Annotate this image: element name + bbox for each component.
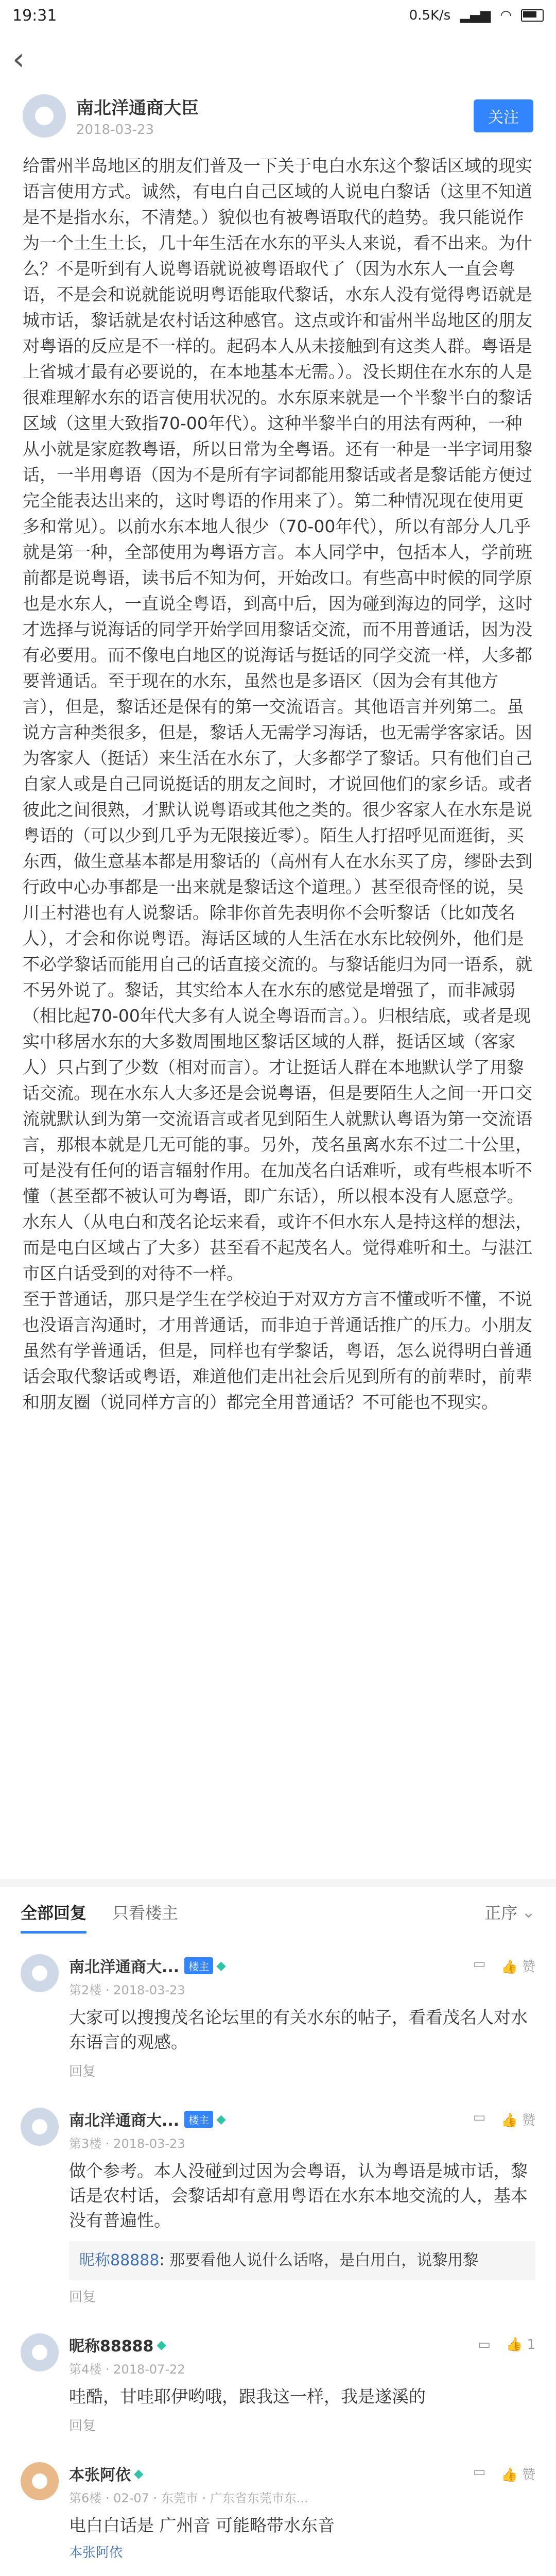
post-content <box>0 153 556 1415</box>
battery-icon <box>521 9 544 22</box>
sub-reply-author[interactable]: 本张阿依 <box>69 2545 123 2561</box>
wifi-icon: ◠ <box>500 8 512 23</box>
status-icons <box>409 8 544 23</box>
reply-text: 做个参考。本人没碰到过因为会粤语，认为粤语是城市话，黎话是农村话，会黎话却有意用粤语在水东本地交流的人，基本没有普遍性。 <box>69 2161 528 2230</box>
reply-location: 东莞市 · 广东省东莞市东... <box>161 2491 308 2505</box>
reply-item <box>0 1937 556 2090</box>
like-count: 赞 <box>522 1959 535 1975</box>
reply-date: 2018-03-23 <box>113 2137 185 2151</box>
status-time: 19:31 <box>12 6 57 25</box>
avatar[interactable] <box>21 1954 59 1992</box>
thumb-icon: 👍 <box>501 1959 518 1975</box>
post-date: 2018-03-23 <box>76 122 154 138</box>
reply-button[interactable]: 回复 <box>69 2064 96 2079</box>
comment-icon[interactable]: ▭ <box>473 1956 486 1972</box>
tab-all-replies[interactable]: 全部回复 <box>21 1900 86 1934</box>
network-speed: 0.5K/s <box>409 8 451 23</box>
reply-item <box>0 2445 556 2571</box>
floor-number: 第2楼 <box>69 1983 102 1997</box>
follow-button[interactable]: 关注 <box>474 99 533 132</box>
reply-header <box>69 2462 535 2485</box>
sub-reply-author[interactable]: 昵称88888 <box>79 2251 160 2269</box>
reply-actions <box>478 2337 535 2352</box>
reply-button[interactable]: 回复 <box>69 2290 96 2305</box>
floor-number: 第6楼 <box>69 2491 102 2505</box>
signal-icon: ▂▄▆ <box>460 8 491 23</box>
sub-reply[interactable]: 昵称88888: 那要看他人说什么话咯，是白用白，说黎用黎 <box>69 2241 535 2280</box>
avatar[interactable] <box>21 2333 59 2371</box>
op-badge: 楼主 <box>184 1957 213 1974</box>
back-icon[interactable]: ‹ <box>12 41 25 77</box>
floor-number: 第4楼 <box>69 2362 102 2377</box>
reply-actions <box>473 2464 535 2483</box>
like-button[interactable] <box>501 1956 535 1975</box>
avatar[interactable] <box>21 2108 59 2146</box>
thumb-icon: 👍 <box>506 2337 523 2352</box>
reply-text: 哇酷，甘哇耶伊哟哦，跟我这一样，我是遂溪的 <box>69 2386 426 2406</box>
like-button[interactable] <box>506 2337 535 2352</box>
reply-body <box>69 1954 535 2080</box>
reply-button[interactable]: 回复 <box>69 2418 96 2434</box>
reply-actions <box>473 1956 535 1975</box>
nav-bar <box>0 31 556 88</box>
chevron-down-icon[interactable]: ⌄ <box>522 1902 535 1922</box>
reply-author[interactable]: 昵称88888 <box>69 2337 154 2355</box>
reply-actions <box>473 2110 535 2129</box>
reply-header <box>69 2108 535 2130</box>
reply-body <box>69 2333 535 2434</box>
reply-body <box>69 2462 535 2561</box>
reply-date: 2018-03-23 <box>113 1983 185 1997</box>
avatar[interactable] <box>23 94 66 138</box>
post-paragraph: 至于普通话，那只是学生在学校迫于对双方方言不懂或听不懂，不说也没语言沟通时，才用普通话，而非迫于普通话推广的压力。小朋友虽然有学普通话，但是，同样也有学黎话，粤语，怎么说得明白普通话会取代黎话或粤语，难道他们走出社会后见到所有的前辈时，前辈和朋友圈（说同样方言的）都完全用普通话？不可能也不现实。 <box>23 1289 532 1412</box>
comment-icon[interactable]: ▭ <box>473 2464 486 2480</box>
level-icon: ◆ <box>216 2112 226 2126</box>
post-paragraph: 给雷州半岛地区的朋友们普及一下关于电白水东这个黎话区域的现实语言使用方式。诚然，有电白自己区域的人说电白黎话（这里不知道是不是指水东，不清楚。）貌似也有被粤语取代的趋势。我只能说作为一个土生土长，几十年生活在水东的平头人来说，看不出来。为什么？不是听到有人说粤语就说被粤语取代了（因为水东人一直会粤语，不是会和说就能说明粤语能取代黎话，水东人没有觉得粤语就是城市话，黎话就是农村话这种感官。这点或许和雷州半岛地区的朋友对粤语的反应是不一样的。起码本人从未接触到有这类人群。粤语是上省城才最有必要说的，在本地基本无需。）。没长期住在水东的人是很难理解水东的语言使用状况的。水东原来就是一个半黎半白的黎话区域（这里大致指70-00年代）。这种半黎半白的用法有两种，一种从小就是家庭教粤语，所以日常为全粤语。还有一种是一半字词用黎话，一半用粤语（因为不是所有字词都能用黎话或者是黎话能方便过完全能表达出来的，这时粤语的作用来了）。第二种情况现在使用更多和常见）。以前水东本地人很少（70-00年代），所以有部分人几乎就是第一种，全部使用为粤语方言。本人同学中，包括本人，学前班前都是说粤语，读书后不知为何，开始改口。有些高中时候的同学原也是水东人，一直说全粤语，到高中后，因为碰到海边的同学，这时才选择与说海话的同学开始学回用黎话交流，而不用普通话，因为没有必要用。而不像电白地区的说海话与挺话的同学交流一样，大多都要普通话。至于现在的水东，虽然也是多语区（因为会有其他方言），但是，黎话还是保有的第一交流语言。其他语言并列第二。虽说方言种类很多，但是，黎话人无需学习海话，也无需学客家话。因为客家人（挺话）来生活在水东了，大多都学了黎话。只有他们自己自家人或是自己同说挺话的朋友之间时，才说回他们的家乡话。或者彼此之间很熟，才默认说粤语或其他之类的。很少客家人在水东是说粤语的（可以少到几乎为无限接近零）。陌生人打招呼见面逛街，买东西，做生意基本都是用黎话的（高州有人在水东买了房，缪卧去到行政中心办事都是一出来就是黎话这个道理。）甚至很奇怪的说，吴川王村港也有人说黎话。除非你首先表明你不会听黎话（比如茂名人），才会和你说粤语。海话区域的人生活在水东比较例外，他们是不必学黎话而能用自己的话直接交流的。与黎话能归为同一语系，就不另外说了。黎话，其实给本人在水东的感觉是增强了，而非减弱（相比起70-00年代大多有人说全粤语而言。）。归根结底，或者是现实中移居水东的大多数周围地区黎话区域的人群，挺话区域（客家人）只占到了少数（相对而言）。才让挺话人群在本地默认学了用黎话交流。现在水东人大多还是会说粤语，但是要陌生人之间一开口交流就默认到为第一交流语言或者见到陌生人就默认粤语为第一交流语言，那根本就是几无可能的事。另外，茂名虽离水东不过二十公里，可是没有任何的语言辐射作用。在加茂名白话难听，或有些根本听不懂（甚至都不被认可为粤语，即广东话），所以根本没有人愿意学。水东人（从电白和茂名论坛来看，或许不但水东人是持这样的想法，而是电白区域占了大多）甚至看不起茂名人。觉得难听和土。与湛江市区白话受到的对待不一样。 <box>23 156 532 1283</box>
avatar[interactable] <box>21 2462 59 2500</box>
author-info <box>76 94 474 138</box>
level-icon: ◆ <box>157 2337 166 2352</box>
like-button[interactable] <box>501 2464 535 2483</box>
thumb-icon: 👍 <box>501 2467 518 2483</box>
sub-reply-text: 那要看他人说什么话咯，是白用白，说黎用黎 <box>169 2251 479 2269</box>
reply-author[interactable]: 南北洋通商大... <box>69 2112 180 2130</box>
comment-icon[interactable]: ▭ <box>473 2109 486 2125</box>
reply-header <box>69 1954 535 1977</box>
sort-button[interactable]: 正序 <box>484 1903 518 1923</box>
reply-item <box>0 2090 556 2316</box>
reply-tabs <box>0 1879 556 1937</box>
reply-meta: 第4楼 · 2018-07-22 <box>69 2362 185 2377</box>
like-button[interactable] <box>501 2110 535 2129</box>
blank-space <box>0 1415 556 1879</box>
status-bar <box>0 0 556 31</box>
reply-text: 大家可以搜搜茂名论坛里的有关水东的帖子，看看茂名人对水东语言的观感。 <box>69 2007 528 2052</box>
reply-date: 2018-07-22 <box>113 2362 185 2377</box>
level-icon: ◆ <box>134 2466 144 2481</box>
reply-item <box>0 2316 556 2445</box>
like-count: 1 <box>527 2337 535 2352</box>
floor-number: 第3楼 <box>69 2137 102 2151</box>
thumb-icon: 👍 <box>501 2112 518 2128</box>
reply-meta: 第6楼 · 02-07 · 东莞市 · 广东省东莞市东... <box>69 2491 308 2505</box>
post-header <box>0 88 556 153</box>
reply-date: 02-07 <box>113 2491 149 2505</box>
tab-op-only[interactable]: 只看楼主 <box>112 1903 179 1923</box>
reply-meta: 第2楼 · 2018-03-23 <box>69 1983 185 1997</box>
reply-author[interactable]: 南北洋通商大... <box>69 1958 180 1976</box>
like-count: 赞 <box>522 2112 535 2128</box>
reply-meta: 第3楼 · 2018-03-23 <box>69 2137 185 2151</box>
level-icon: ◆ <box>216 1958 226 1973</box>
author-name[interactable]: 南北洋通商大臣 <box>76 98 199 118</box>
op-badge: 楼主 <box>184 2111 213 2128</box>
reply-body <box>69 2108 535 2306</box>
like-count: 赞 <box>522 2467 535 2483</box>
reply-text: 电白白话是 广州音 可能略带水东音 <box>69 2515 335 2535</box>
reply-author[interactable]: 本张阿依 <box>69 2466 131 2484</box>
reply-header <box>69 2333 535 2356</box>
comment-icon[interactable]: ▭ <box>478 2337 491 2352</box>
